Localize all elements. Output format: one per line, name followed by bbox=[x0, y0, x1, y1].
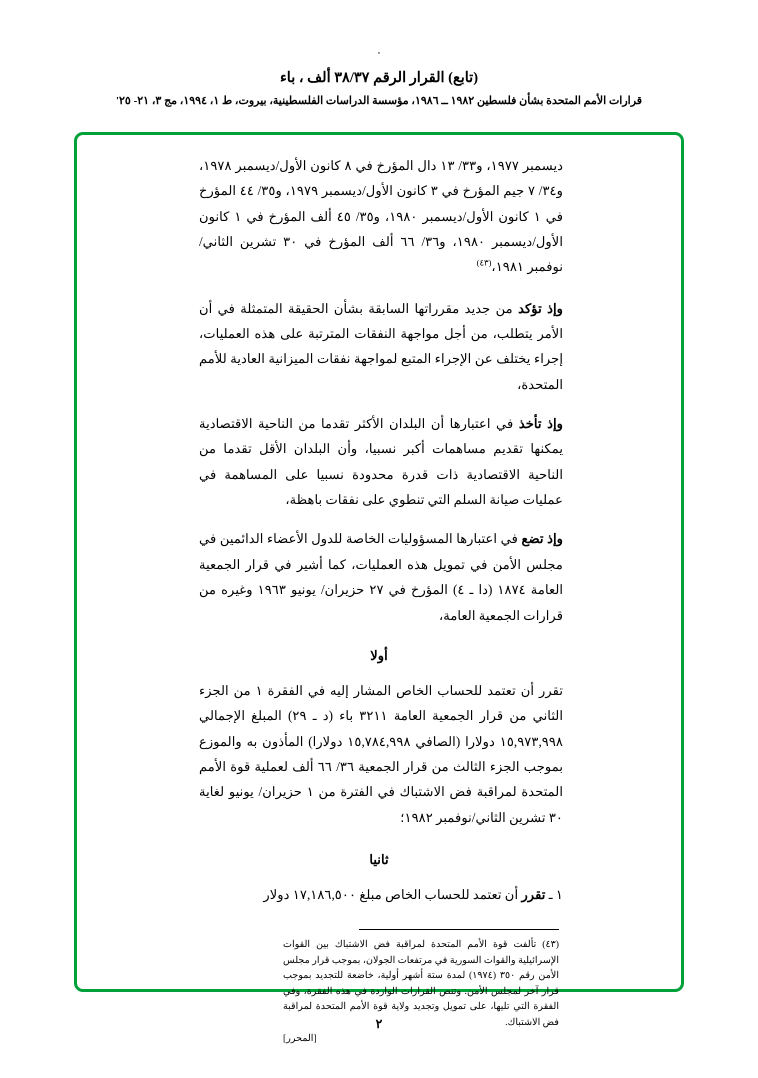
paragraph-continuation bbox=[103, 153, 655, 280]
footnote-divider bbox=[359, 929, 559, 930]
paragraph-text: في اعتبارها أن البلدان الأكثر تقدما من الناحية الاقتصادية يمكنها تقديم مساهمات أكبر نسبيا، وأن البلدان الأقل تقدما من الناحية الاقتصادية ذات قدرة محدودة نسبيا على المساهمة في عمليات صيانة السلم التي تنطوي على نفقات باهظة، bbox=[199, 416, 563, 508]
footnote-reference: (٤٣) bbox=[476, 257, 492, 268]
paragraph-lead: وإذ تأخذ bbox=[518, 416, 563, 432]
footnote-text: تألفت قوة الأمم المتحدة لمراقبة فض الاشتباك بين القوات الإسرائيلية والقوات السورية في مرتفعات الجولان، بموجب قرار مجلس الأمن رقم ٣٥٠ (١٩٧٤) لمدة ستة أشهر أولية، خاضعة للتجديد بموجب قرار آخر لمجلس الأمن. وتنص القرارات الواردة في هذه الفقرة، وفي الفقرة التي تليها، على تمويل وتجديد ولاية قوة الأمم المتحدة لمراقبة فض الاشتباك. bbox=[283, 939, 560, 1028]
paragraph-text: في اعتبارها المسؤوليات الخاصة للدول الأعضاء الدائمين في مجلس الأمن في تمويل هذه العمليات، كما أشير في قرار الجمعية العامة ١٨٧٤ (دا ـ ٤) المؤرخ في ٢٧ حزيران/ يونيو ١٩٦٣ وغيره من قرارات الجمعية العامة، bbox=[199, 531, 564, 623]
paragraph-text: من جديد مقرراتها السابقة بشأن الحقيقة المتمثلة في أن الأمر يتطلب، من أجل مواجهة النفقات المترتبة على هذه العمليات، إجراء يختلف عن الإجراء المتبع لمواجهة نفقات الميزانية العادية للأمم المتحدة، bbox=[199, 300, 563, 392]
section-first-body bbox=[103, 678, 655, 830]
paragraph-bearing-in-mind bbox=[103, 526, 655, 627]
page-title: (تابع) القرار الرقم ٣٨/٣٧ ألف ، باء bbox=[279, 70, 479, 86]
page-number: ٢ bbox=[375, 1017, 383, 1031]
footnote-marker: (٤٣) bbox=[542, 939, 559, 951]
item-number: ١ ـ bbox=[548, 886, 563, 902]
top-mark: ٠ bbox=[376, 47, 382, 59]
section-heading-first: أولا bbox=[370, 647, 388, 663]
paragraph-reaffirming bbox=[103, 296, 655, 397]
document-header bbox=[0, 70, 758, 107]
paragraph-lead: وإذ تضع bbox=[521, 531, 564, 547]
footnote-signature: [المحرر] bbox=[283, 1033, 317, 1045]
item-text: أن تعتمد للحساب الخاص مبلغ ١٧,١٨٦,٥٠٠ دولار bbox=[263, 886, 519, 902]
section-text: تقرر أن تعتمد للحساب الخاص المشار إليه في الفقرة ١ من الجزء الثاني من قرار الجمعية العامة ٣٢١١ باء (د ـ ٢٩) المبلغ الإجمالي ١٥,٩٧٣,٩٩٨ دولارا (الصافي ١٥,٧٨٤,٩٩٨ دولارا) المأذون به والموزع بموجب الجزء الثالث من قرار الجمعية ٣٦/ ٦٦ ألف لعملية قوة الأمم المتحدة لمراقبة فض الاشتباك في الفترة من ١ حزيران/ يونيو لغاية ٣٠ تشرين الثاني/نوفمبر ١٩٨٢؛ bbox=[199, 682, 563, 825]
item-lead: تقرر bbox=[521, 886, 546, 902]
section-second-item bbox=[103, 882, 655, 907]
content-body bbox=[77, 153, 681, 1045]
paragraph-text: ديسمبر ١٩٧٧، و٣٣/ ١٣ دال المؤرخ في ٨ كانون الأول/ديسمبر ١٩٧٨، و٣٤/ ٧ جيم المؤرخ في ٣ كانون الأول/ديسمبر ١٩٧٩، و٣٥/ ٤٤ المؤرخ في ١ كانون الأول/ديسمبر ١٩٨٠، و٣٥/ ٤٥ ألف المؤرخ في ١ كانون الأول/ديسمبر ١٩٨٠، و٣٦/ ٦٦ ألف المؤرخ في ٣٠ تشرين الثاني/نوفمبر ١٩٨١، bbox=[199, 158, 564, 275]
page-subtitle: قرارات الأمم المتحدة بشأن فلسطين ١٩٨٢ ــ ١٩٨٦، مؤسسة الدراسات الفلسطينية، بيروت، ط ١، ١٩٩٤، مج ٣، ٢١- ٢٥' bbox=[115, 95, 643, 107]
paragraph-lead: وإذ تؤكد bbox=[518, 300, 563, 316]
paragraph-taking-into-account bbox=[103, 411, 655, 512]
content-frame bbox=[74, 132, 684, 1045]
section-heading-second: ثانيا bbox=[369, 851, 389, 867]
